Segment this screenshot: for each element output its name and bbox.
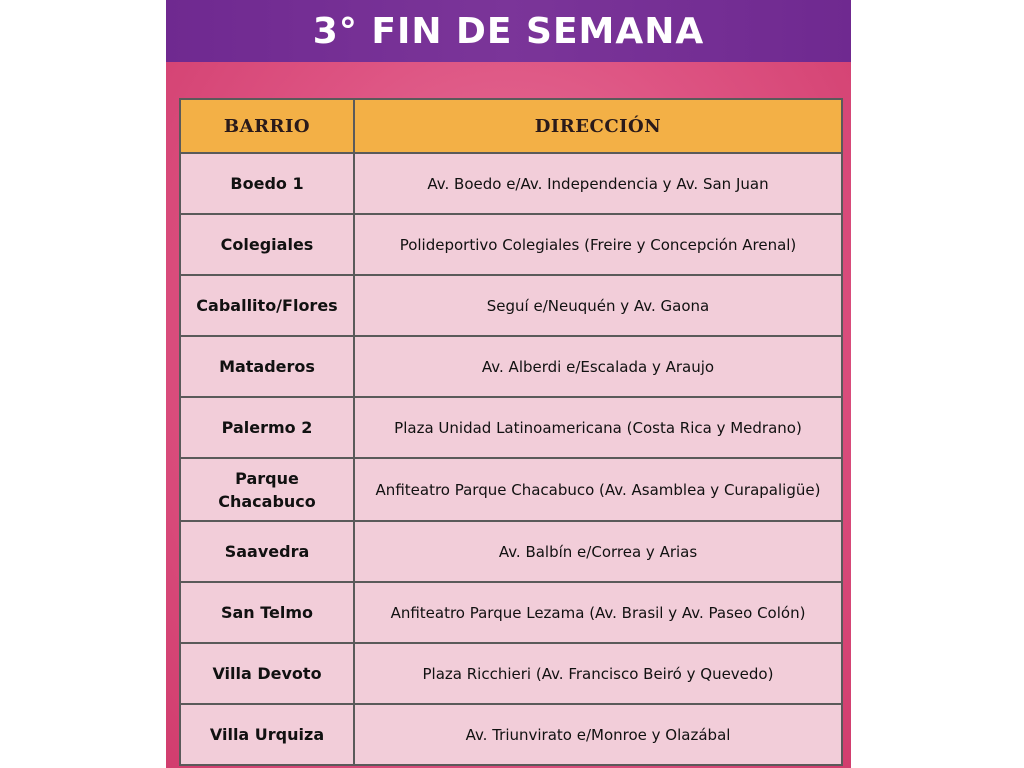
table-row [180,521,842,582]
barrio-cell: Parque Chacabuco [180,458,354,521]
table-row [180,153,842,214]
table-row [180,643,842,704]
barrio-cell: Villa Devoto [180,643,354,704]
header-banner [166,0,851,62]
table-row [180,336,842,397]
table-row [180,397,842,458]
table-row [180,458,842,521]
direccion-cell: Plaza Ricchieri (Av. Francisco Beiró y Quevedo) [354,643,842,704]
locations-table [179,98,843,766]
direccion-cell: Plaza Unidad Latinoamericana (Costa Rica y Medrano) [354,397,842,458]
direccion-cell: Av. Triunvirato e/Monroe y Olazábal [354,704,842,765]
table-row [180,214,842,275]
table-row [180,275,842,336]
table-row [180,582,842,643]
direccion-cell: Anfiteatro Parque Chacabuco (Av. Asamblea y Curapaligüe) [354,458,842,521]
barrio-cell: Palermo 2 [180,397,354,458]
direccion-cell: Seguí e/Neuquén y Av. Gaona [354,275,842,336]
column-header-barrio: BARRIO [180,99,354,153]
barrio-cell: Boedo 1 [180,153,354,214]
page-title: 3° FIN DE SEMANA [312,10,705,52]
barrio-cell: Saavedra [180,521,354,582]
direccion-cell: Av. Balbín e/Correa y Arias [354,521,842,582]
barrio-cell: Mataderos [180,336,354,397]
barrio-cell: Villa Urquiza [180,704,354,765]
direccion-cell: Av. Boedo e/Av. Independencia y Av. San Juan [354,153,842,214]
poster [166,0,851,768]
table-row [180,704,842,765]
barrio-cell: San Telmo [180,582,354,643]
barrio-cell: Caballito/Flores [180,275,354,336]
barrio-cell: Colegiales [180,214,354,275]
table-header-row [180,99,842,153]
direccion-cell: Anfiteatro Parque Lezama (Av. Brasil y Av. Paseo Colón) [354,582,842,643]
direccion-cell: Polideportivo Colegiales (Freire y Concepción Arenal) [354,214,842,275]
direccion-cell: Av. Alberdi e/Escalada y Araujo [354,336,842,397]
column-header-direccion: DIRECCIÓN [354,99,842,153]
